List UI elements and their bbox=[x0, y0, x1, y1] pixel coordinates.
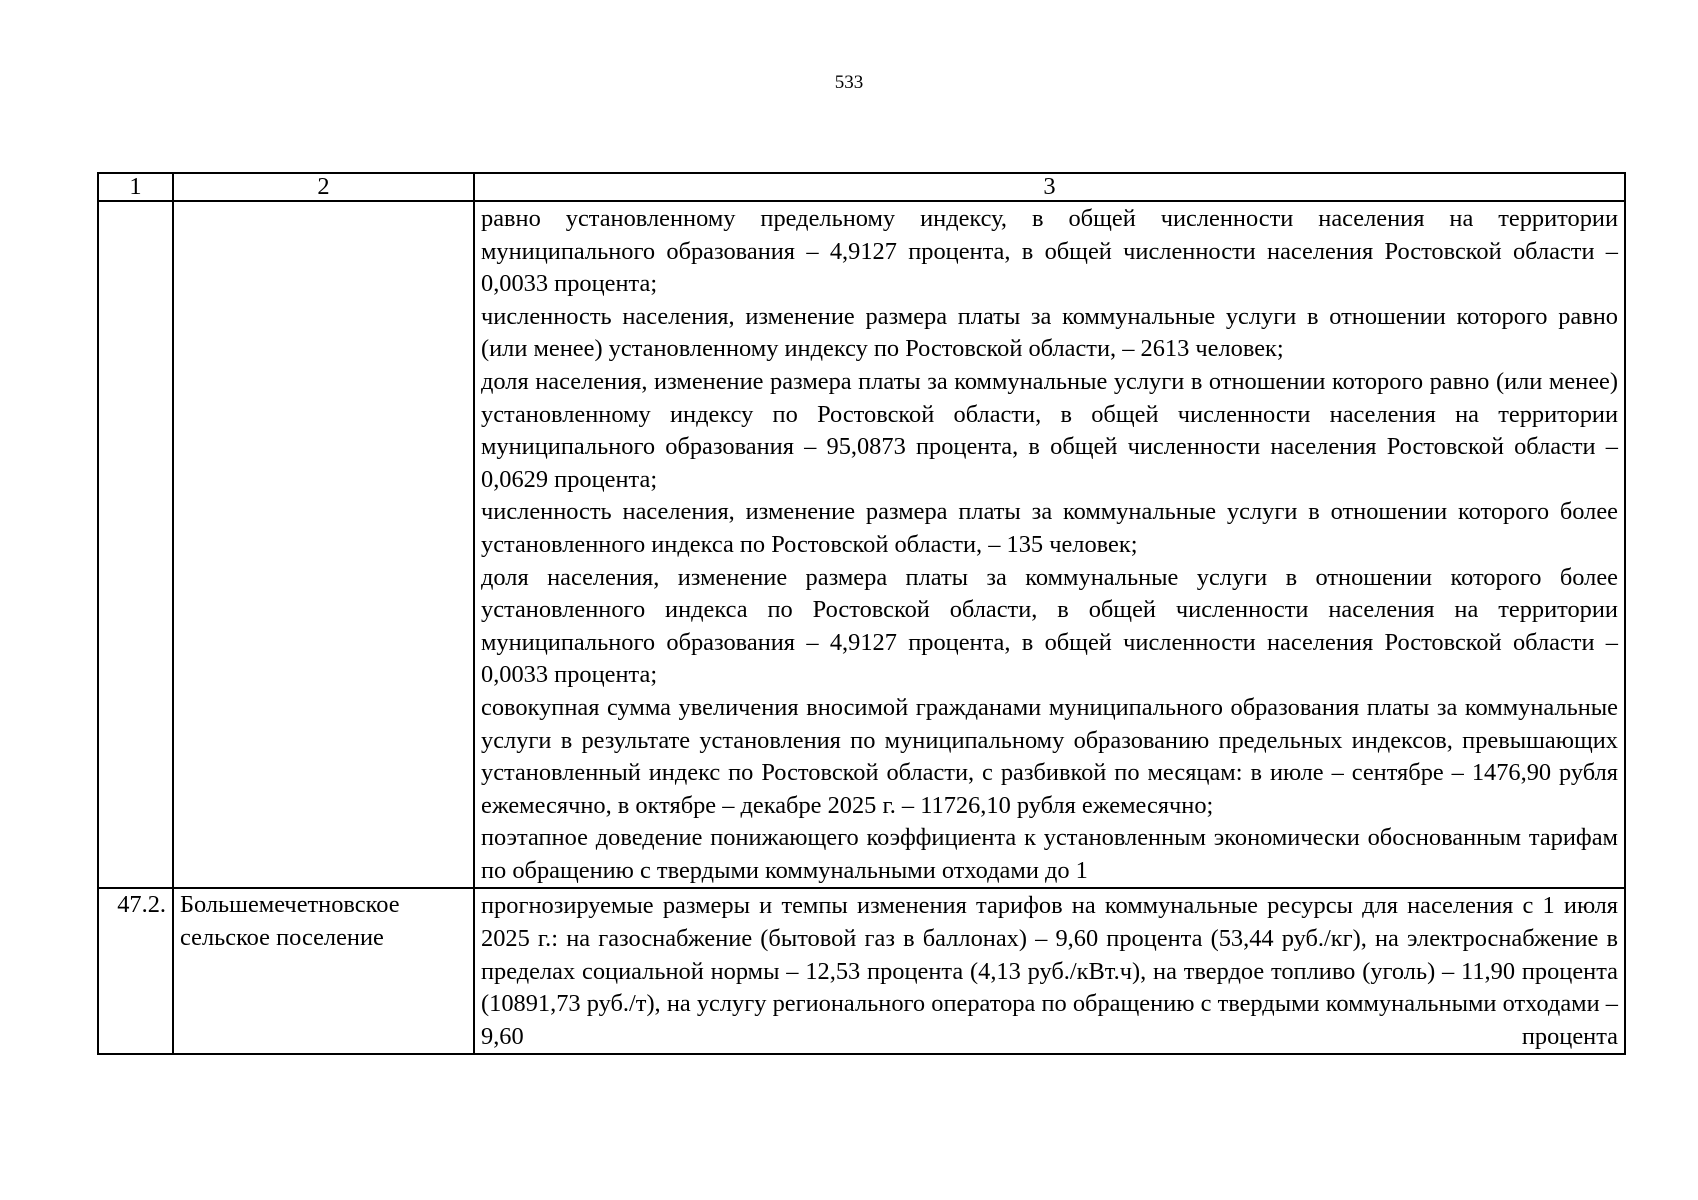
row-number-cell: 47.2. bbox=[98, 888, 173, 1054]
row-name-cell bbox=[173, 201, 474, 888]
row-number-cell bbox=[98, 201, 173, 888]
header-cell-3: 3 bbox=[474, 173, 1625, 201]
paragraph: численность населения, изменение размера платы за коммунальные услуги в отношении которого равно (или менее) установленному индексу по Ростовской области, – 2613 человек; bbox=[481, 302, 1618, 363]
paragraph: численность населения, изменение размера платы за коммунальные услуги в отношении которого более установленного индекса по Ростовской области, – 135 человек; bbox=[481, 498, 1618, 558]
row-content-cell bbox=[474, 888, 1625, 1054]
paragraph: поэтапное доведение понижающего коэффициента к установленным экономически обоснованным тарифам по обращению с твердыми коммунальными отходами до 1 bbox=[481, 824, 1618, 884]
paragraph: равно установленному предельному индексу, в общей численности населения на территории муниципального образования – 4,9127 процента, в общей численности населения Ростовской области – 0,0033 процента; bbox=[481, 205, 1618, 298]
table-row bbox=[98, 201, 1625, 888]
row-name-cell: Большемечетновское сельское поселение bbox=[173, 888, 474, 1054]
paragraph: доля населения, изменение размера платы за коммунальные услуги в отношении которого равно (или менее) установленному индексу по Ростовской области, в общей численности населения на территории муниципального образования – 95,0873 процента, в общей численности населения Ростовской области – 0,0629 процента; bbox=[481, 367, 1618, 493]
paragraph: прогнозируемые размеры и темпы изменения тарифов на коммунальные ресурсы для населения с 1 июля 2025 г.: на газоснабжение (бытовой газ в баллонах) – 9,60 процента (53,44 руб./кг), на электроснабжение в пределах социальной нормы – 12,53 процента (4,13 руб./кВт.ч), на твердое топливо (уголь) – 11,90 процента (10891,73 руб./т), на услугу регионального оператора по обращению с твердыми коммунальными отходами – 9,60 процента bbox=[481, 892, 1618, 1050]
header-cell-2: 2 bbox=[173, 173, 474, 201]
paragraph: доля населения, изменение размера платы за коммунальные услуги в отношении которого более установленного индекса по Ростовской области, в общей численности населения на территории муниципального образования – 4,9127 процента, в общей численности населения Ростовской области – 0,0033 процента; bbox=[481, 563, 1618, 689]
row-content-cell bbox=[474, 201, 1625, 888]
table-row bbox=[98, 888, 1625, 1054]
page-number: 533 bbox=[834, 72, 864, 93]
header-cell-1: 1 bbox=[98, 173, 173, 201]
paragraph: совокупная сумма увеличения вносимой гражданами муниципального образования платы за коммунальные услуги в результате установления по муниципальному образованию предельных индексов, превышающих установленный индекс по Ростовской области, с разбивкой по месяцам: в июле – сентябре – 1476,90 рубля ежемесячно, в октябре – декабре 2025 г. – 11726,10 рубля ежемесячно; bbox=[481, 693, 1618, 819]
document-table bbox=[97, 172, 1626, 1055]
table-header-row bbox=[98, 173, 1625, 201]
